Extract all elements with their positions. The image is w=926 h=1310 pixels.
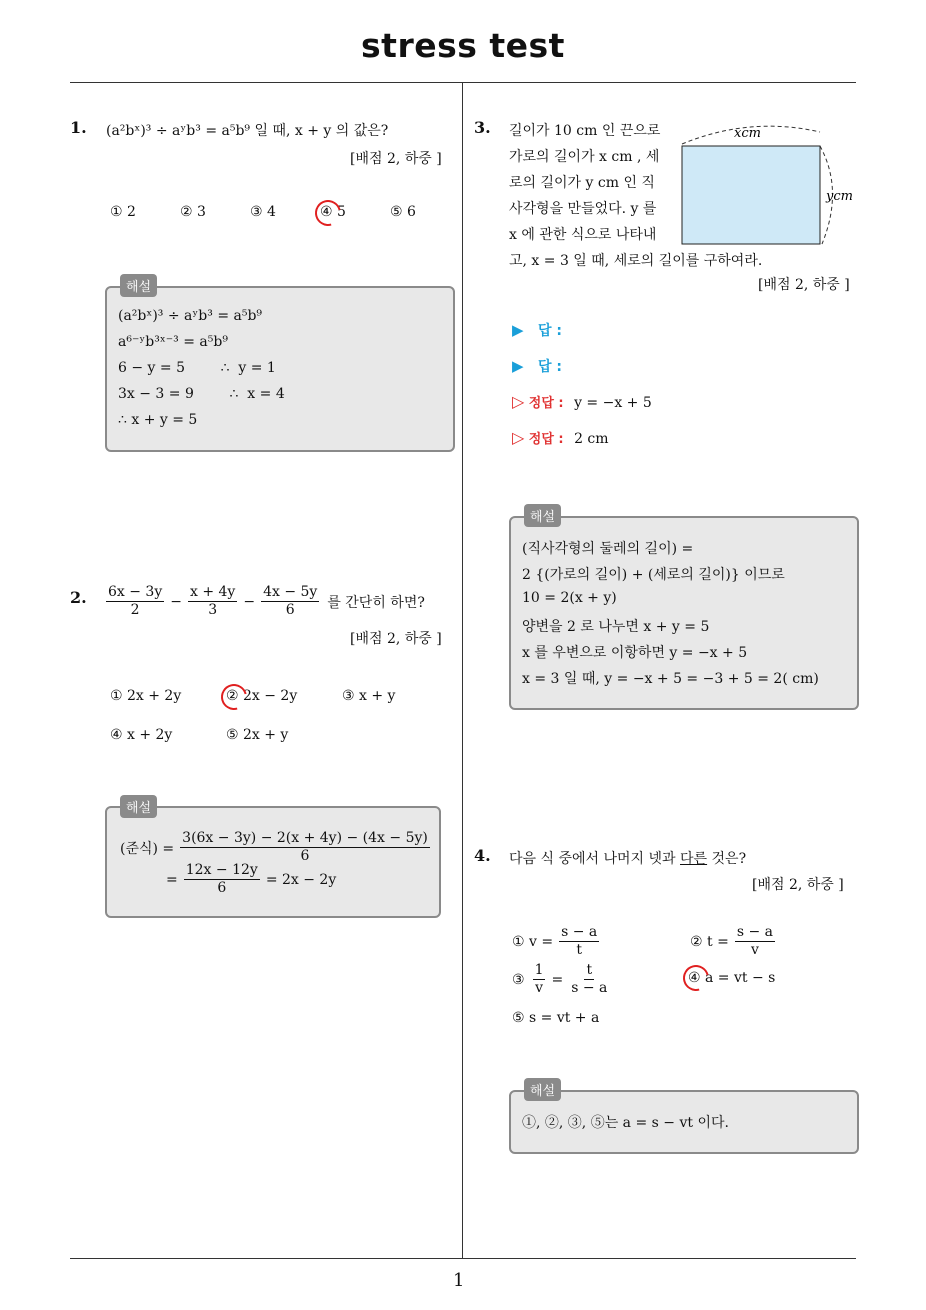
q3-solution-tag: 해설 (524, 504, 561, 527)
q3-score: [배점 2, 하중 ] (758, 277, 850, 293)
q4-choice-1-num: s − a (561, 924, 598, 940)
q2-frac-3-num: 4x − 5y (263, 584, 318, 600)
q3-correct-row-1 (512, 392, 652, 411)
q3-line-5: x 에 관한 식으로 나타내 (509, 227, 657, 243)
q4-choice-3-lden: v (535, 980, 543, 996)
q2-stem (104, 584, 425, 619)
q4-number: 4. (474, 846, 491, 865)
q2-frac-2-num: x + 4y (189, 584, 236, 600)
q1-choice-1[interactable]: ① 2 (110, 204, 136, 220)
q3-answer-row-1[interactable] (512, 320, 562, 340)
q4-choice-1-lhs: ① v = (512, 933, 554, 950)
q3-line-2: 가로의 길이가 x cm , 세 (509, 149, 660, 165)
q1-sol-line-5: ∴ x + y = 5 (118, 412, 198, 428)
q2-frac-3 (261, 584, 319, 619)
q3-correct-label-1: 정답 : (528, 396, 564, 411)
q4-stem-underlined: 다른 (680, 851, 708, 867)
q4-choice-3-eq: = (551, 971, 564, 988)
q1-score: [배점 2, 하중 ] (350, 151, 442, 167)
q2-frac-1 (106, 584, 164, 619)
q4-stem-b: 것은? (707, 851, 747, 867)
q3-line-4: 사각형을 만들었다. y 를 (509, 201, 657, 217)
q2-stem-tail: 를 간단히 하면? (327, 594, 425, 611)
q2-answer-marker (216, 679, 252, 715)
q3-sol-line-1: (직사각형의 둘레의 길이) = (522, 541, 694, 557)
q3-figure-rect (682, 146, 820, 244)
q2-frac-1-num: 6x − 3y (108, 584, 163, 600)
q4-choice-2-den: v (750, 942, 759, 958)
q1-sol-line-2: a⁶⁻ʸb³ˣ⁻³ = a⁵b⁹ (118, 334, 228, 350)
q2-frac-3-den: 6 (285, 602, 295, 618)
q2-frac-2 (188, 584, 237, 619)
q2-choice-3[interactable]: ③ x + y (342, 688, 396, 704)
q2-minus-2: − (243, 593, 256, 610)
q4-solution-tag: 해설 (524, 1078, 561, 1101)
q2-sol-frac-1-den: 6 (300, 848, 310, 864)
footer-rule (70, 1258, 856, 1259)
q4-choice-5[interactable]: ⑤ s = vt + a (512, 1010, 600, 1026)
q3-sol-line-3: 10 = 2(x + y) (522, 590, 617, 606)
q1-answer-marker (310, 195, 346, 231)
q2-minus-1: − (170, 593, 182, 610)
q3-sol-line-4: 양변을 2 로 나누면 x + y = 5 (522, 619, 710, 635)
q1-number: 1. (70, 118, 87, 137)
q3-sol-line-2: 2 {(가로의 길이) + (세로의 길이)} 이므로 (522, 567, 785, 583)
q3-sol-line-5: x 를 우변으로 이항하면 y = −x + 5 (522, 645, 748, 661)
q2-sol-frac-2 (184, 862, 260, 897)
q1-sol-line-1: (a²bˣ)³ ÷ aʸb³ = a⁵b⁹ (118, 308, 263, 324)
q1-stem: (a²bˣ)³ ÷ aʸb³ = a⁵b⁹ 일 때, x + y 의 값은? (106, 123, 389, 139)
q3-figure-ylabel: ycm (826, 189, 853, 204)
q4-choice-3-rfrac (569, 962, 609, 997)
q3-line-1: 길이가 10 cm 인 끈으로 (509, 123, 661, 139)
q4-choice-3-mark: ③ (512, 971, 525, 988)
q3-correct-label-2: 정답 : (528, 432, 564, 447)
column-divider (462, 83, 463, 1258)
q1-choice-3[interactable]: ③ 4 (250, 204, 276, 220)
q2-choice-5[interactable]: ⑤ 2x + y (226, 727, 289, 743)
q3-rectangle-figure (676, 120, 866, 250)
q2-frac-1-den: 2 (130, 602, 140, 618)
q3-sol-line-6: x = 3 일 때, y = −x + 5 = −3 + 5 = 2( cm) (522, 671, 819, 687)
correct-triangle-icon: ▷ (512, 392, 525, 411)
q4-answer-marker (678, 960, 714, 996)
q3-number: 3. (474, 118, 491, 137)
q2-solution-tag: 해설 (120, 795, 157, 818)
q3-figure-xlabel: xcm (734, 126, 761, 141)
q3-answer-label-1: 답 : (538, 323, 562, 339)
q4-choice-3-lnum: 1 (534, 962, 544, 978)
q2-sol-row-2 (166, 862, 336, 897)
q2-choice-4[interactable]: ④ x + 2y (110, 727, 173, 743)
q2-sol-frac-2-den: 6 (217, 880, 227, 896)
q2-sol-result: = 2x − 2y (265, 871, 337, 888)
q3-answer-label-2: 답 : (538, 359, 562, 375)
q3-answer-row-2[interactable] (512, 356, 562, 376)
q2-frac-2-den: 3 (208, 602, 218, 618)
answer-arrow-icon: ▶ (512, 321, 524, 339)
q4-choice-4[interactable]: ④ a = vt − s (688, 970, 776, 986)
header-rule (70, 82, 856, 83)
q1-choice-5[interactable]: ⑤ 6 (390, 204, 416, 220)
q2-choice-1[interactable]: ① 2x + 2y (110, 688, 182, 704)
q3-line-3: 로의 길이가 y cm 인 직 (509, 175, 655, 191)
q4-choice-2-lhs: ② t = (690, 933, 729, 950)
q3-correct-value-2: 2 cm (574, 431, 609, 447)
q2-choice-2[interactable]: ② 2x − 2y (226, 688, 298, 704)
q4-choice-3-lfrac (533, 962, 546, 997)
q2-sol-frac-2-num: 12x − 12y (185, 862, 258, 878)
q4-choice-3[interactable] (512, 962, 611, 997)
q3-correct-row-2 (512, 428, 609, 447)
page-title: stress test (361, 26, 565, 65)
q1-sol-line-3: 6 − y = 5 ∴ y = 1 (118, 360, 276, 376)
q1-choice-4[interactable]: ④ 5 (320, 204, 346, 220)
q4-choice-1-frac (559, 924, 599, 959)
q4-choice-3-rnum: t (586, 962, 593, 978)
page-number: 1 (453, 1270, 465, 1291)
q3-correct-value-1: y = −x + 5 (574, 395, 652, 411)
q1-sol-line-4: 3x − 3 = 9 ∴ x = 4 (118, 386, 285, 402)
q4-stem (509, 848, 746, 868)
q4-sol-line-1: ①, ②, ③, ⑤는 a = s − vt 이다. (522, 1115, 729, 1131)
q1-solution-tag: 해설 (120, 274, 157, 297)
q1-choice-2[interactable]: ② 3 (180, 204, 206, 220)
answer-arrow-icon: ▶ (512, 357, 524, 375)
q2-score: [배점 2, 하중 ] (350, 631, 442, 647)
q2-number: 2. (70, 588, 87, 607)
q4-choice-1-den: t (576, 942, 582, 958)
q2-sol-lhs: (준식) = (120, 840, 175, 857)
q4-choice-1[interactable] (512, 924, 601, 959)
q3-line-6: 고, x = 3 일 때, 세로의 길이를 구하여라. (509, 253, 763, 269)
q4-choice-2[interactable] (690, 924, 777, 959)
q2-sol-frac-1 (180, 830, 430, 865)
q2-sol-row-1 (120, 830, 432, 865)
q4-choice-2-frac (735, 924, 775, 959)
q4-choice-2-num: s − a (736, 924, 773, 940)
correct-triangle-icon: ▷ (512, 428, 525, 447)
q4-score: [배점 2, 하중 ] (752, 877, 844, 893)
q4-stem-a: 다음 식 중에서 나머지 넷과 (509, 851, 681, 867)
q4-choice-3-rden: s − a (571, 980, 608, 996)
q2-sol-eq: = (166, 871, 178, 888)
q2-sol-frac-1-num: 3(6x − 3y) − 2(x + 4y) − (4x − 5y) (182, 830, 428, 846)
